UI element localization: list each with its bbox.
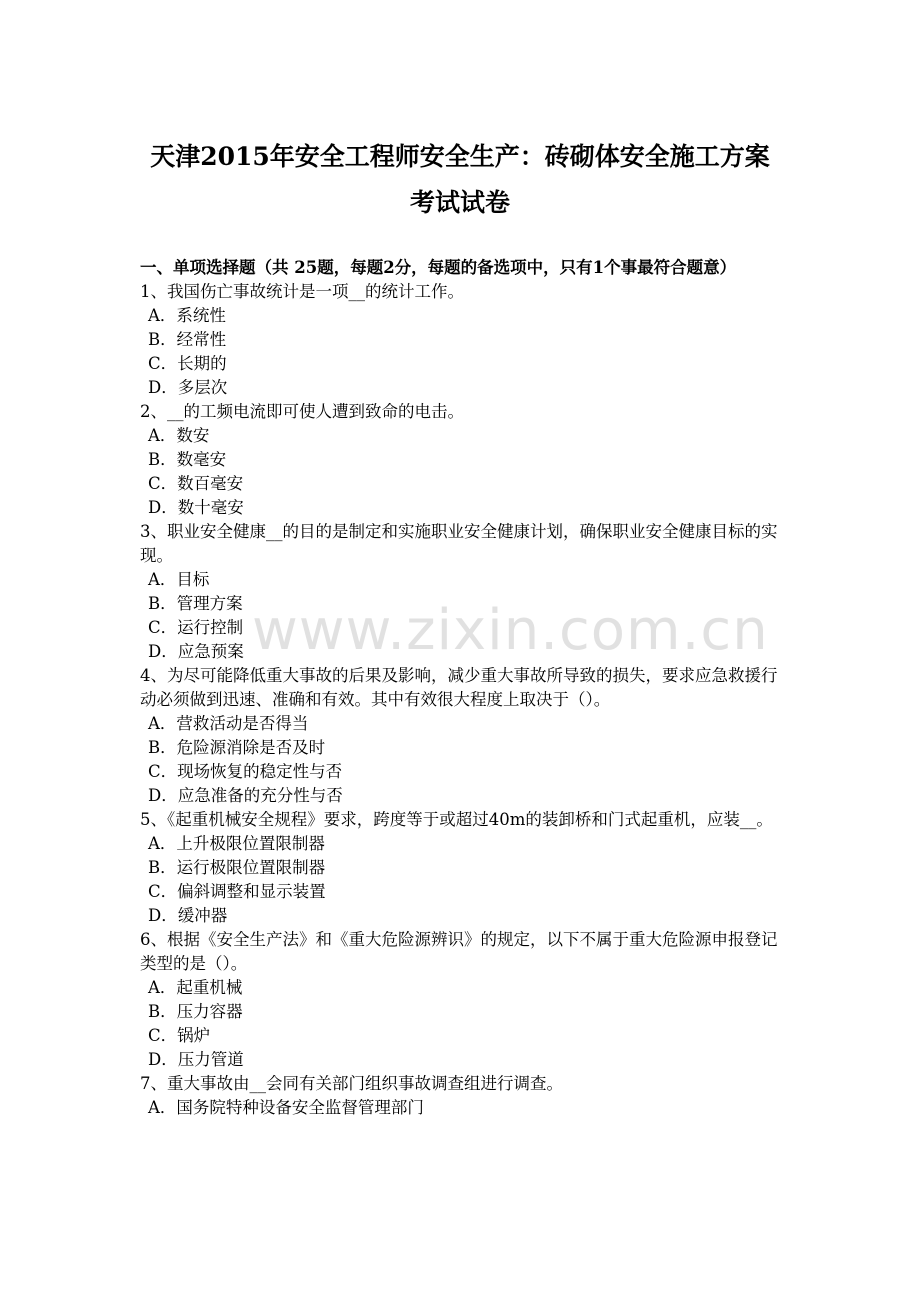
option-a: A．数安 (148, 426, 210, 445)
option-d: D．应急预案 (148, 642, 244, 661)
question-stem: 7、重大事故由__会同有关部门组织事故调查组进行调查。 (140, 1074, 563, 1093)
option-d: D．应急准备的充分性与否 (148, 786, 343, 805)
option-b: B．压力容器 (148, 1002, 243, 1021)
option-c: C．现场恢复的稳定性与否 (148, 762, 343, 781)
question-stem: 3、职业安全健康__的目的是制定和实施职业安全健康计划，确保职业安全健康目标的实现。 (140, 522, 778, 565)
document-title-line-1: 天津2015年安全工程师安全生产：砖砌体安全施工方案 (150, 142, 770, 171)
option-a: A．营救活动是否得当 (148, 714, 309, 733)
section-heading: 一、单项选择题（共 25题，每题2分，每题的备选项中，只有1个事最符合题意） (140, 258, 737, 277)
question-stem: 6、根据《安全生产法》和《重大危险源辨识》的规定，以下不属于重大危险源申报登记类型的是（）。 (140, 930, 778, 973)
question-4 (140, 664, 785, 808)
option-d: D．数十毫安 (148, 498, 244, 517)
question-1 (140, 280, 785, 400)
question-stem: 5、《起重机械安全规程》要求，跨度等于或超过40m的装卸桥和门式起重机，应装__。 (140, 810, 773, 829)
question-stem: 2、__的工频电流即可使人遭到致命的电击。 (140, 402, 464, 421)
option-b: B．经常性 (148, 330, 227, 349)
question-2 (140, 400, 785, 520)
option-c: C．锅炉 (148, 1026, 211, 1045)
option-d: D．多层次 (148, 378, 228, 397)
question-stem: 4、为尽可能降低重大事故的后果及影响，减少重大事故所导致的损失，要求应急救援行动必须做到迅速、准确和有效。其中有效很大程度上取决于（）。 (140, 666, 778, 709)
question-7 (140, 1072, 785, 1120)
option-c: C．长期的 (148, 354, 227, 373)
option-b: B．危险源消除是否及时 (148, 738, 326, 757)
option-a: A．起重机械 (148, 978, 243, 997)
exam-content (140, 256, 785, 1120)
option-b: B．数毫安 (148, 450, 227, 469)
option-b: B．运行极限位置限制器 (148, 858, 326, 877)
option-a: A．上升极限位置限制器 (148, 834, 325, 853)
option-c: C．数百毫安 (148, 474, 244, 493)
question-3 (140, 520, 785, 664)
option-a: A．系统性 (148, 306, 226, 325)
document-title-line-2: 考试试卷 (409, 188, 510, 217)
question-6 (140, 928, 785, 1072)
question-5 (140, 808, 785, 928)
option-b: B．管理方案 (148, 594, 243, 613)
option-d: D．压力管道 (148, 1050, 244, 1069)
option-a: A．国务院特种设备安全监督管理部门 (148, 1098, 424, 1117)
option-c: C．偏斜调整和显示装置 (148, 882, 326, 901)
question-stem: 1、我国伤亡事故统计是一项__的统计工作。 (140, 282, 464, 301)
watermark-text: www.zixin.com.cn (252, 598, 769, 663)
option-a: A．目标 (148, 570, 210, 589)
option-c: C．运行控制 (148, 618, 244, 637)
option-d: D．缓冲器 (148, 906, 228, 925)
